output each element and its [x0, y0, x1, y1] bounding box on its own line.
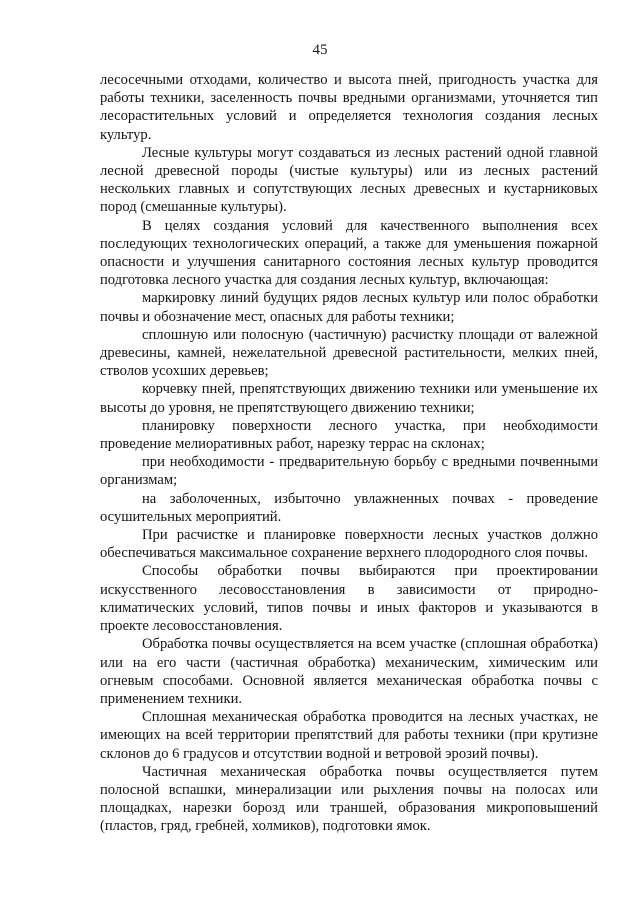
paragraph: лесосечными отходами, количество и высота пней, пригодность участка для работы техники, заселенность почвы вредными организмами, уточняется тип лесорастительных условий и определяется технология создания лесных культур.	[100, 72, 598, 143]
list-item: при необходимости - предварительную борьбу с вредными почвенными организмам;	[100, 454, 598, 489]
list-item: на заболоченных, избыточно увлажненных почвах - проведение осушительных мероприятий.	[100, 490, 598, 525]
paragraph: Обработка почвы осуществляется на всем участке (сплошная обработка) или на его части (частичная обработка) механическим, химическим или огневым способами. Основной является механическая обработка почвы с применением техники.	[100, 636, 598, 707]
body-text	[100, 71, 598, 836]
list-item: планировку поверхности лесного участка, при необходимости проведение мелиоративных работ, нарезку террас на склонах;	[100, 417, 598, 453]
paragraph: Сплошная механическая обработка проводится на лесных участках, не имеющих на всей территории препятствий для работы техники (при крутизне склонов до 6 градусов и отсутствии водной и ветровой эрозий почвы).	[100, 709, 598, 762]
list-item: маркировку линий будущих рядов лесных культур или полос обработки почвы и обозначение мест, опасных для работы техники;	[100, 290, 598, 325]
paragraph: В целях создания условий для качественного выполнения всех последующих технологических операций, а также для уменьшения пожарной опасности и улучшения санитарного состояния лесных культур проводится подготовка лесного участка для создания лесных культур, включающая:	[100, 217, 598, 289]
page-number: 45	[312, 42, 328, 58]
paragraph: Способы обработки почвы выбираются при проектировании искусственного лесовосстановления в зависимости от природно-климатических условий, типов почвы и иных факторов и указываются в проекте лесовосстановления.	[100, 563, 598, 635]
paragraph: Частичная механическая обработка почвы осуществляется путем полосной вспашки, минерализации или рыхления почвы на полосах или площадках, нарезки борозд или траншей, образования микроповышений (пластов, гряд, гребней, холмиков), подготовки ямок.	[100, 763, 598, 835]
paragraph: Лесные культуры могут создаваться из лесных растений одной главной лесной древесной породы (чистые культуры) или из лесных растений нескольких главных и сопутствующих лесных древесных и кустарниковых пород (смешанные культуры).	[100, 144, 598, 216]
list-item: корчевку пней, препятствующих движению техники или уменьшение их высоты до уровня, не препятствующего движению техники;	[100, 381, 598, 416]
list-item: сплошную или полосную (частичную) расчистку площади от валежной древесины, камней, нежелательной древесной растительности, мелких пней, стволов усохших деревьев;	[100, 326, 598, 380]
paragraph: При расчистке и планировке поверхности лесных участков должно обеспечиваться максимальное сохранение верхнего плодородного слоя почвы.	[100, 527, 598, 562]
